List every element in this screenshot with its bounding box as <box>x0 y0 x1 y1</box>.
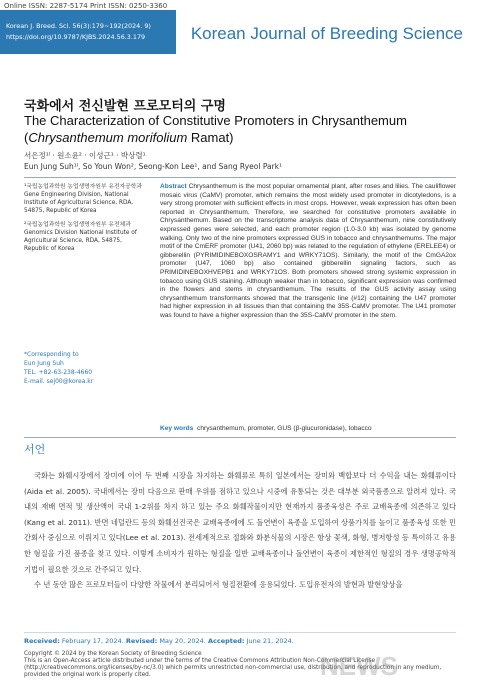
divider <box>24 177 456 178</box>
authors-english: Eun Jung Suh¹ˡ, So Youn Won², Seong-Kon Lee¹, and Sang Ryeol Park¹ <box>24 162 283 171</box>
revised-date: May 20, 2024. <box>159 637 206 645</box>
abstract-text: Chrysanthemum is the most popular ornamental plant, after roses and lilies. The cauliflower mosaic virus (CaMV) promoter, which remains the most widely used promoter in dicotyledons, is a very strong promoter with sufficient effects in most crops. However, weak expression has often been reported in Chrysanthemum. Therefore, we searched for constitutive promoters available in Chrysanthemum. Based on the transcriptome analysis data of Chrysanthemum, nine constitutively expressed genes were selected, and each promoter region (1.0-3.0 kb) was isolated by genome walking. Only two of the nine promoters expressed GUS in tobacco and chrysanthemums. The major motif of the CmERF promoter (U41, 2060 bp) was related to the regulation of ethylene (ERELEE4) or gibberellin (PYRIMIDINEBOXOSRAMY1 and WRKY71OS). Similarly, the motif of the CmGA2ox promoter (U47, 1060 bp) also contained gibberellin signaling factors, such as PRIMIDINEBOXHVEPB1 and WRKY71OS. Both promoters showed strong systemic expression in tobacco using GUS staining. Although weaker than in tobacco, significant expression was confirmed in the flowers and stems in chrysanthemum. The results of the GUS activity assay using chrysanthemum transformants showed that the transgenic line (#12) containing the U47 promoter had higher expression in all tissues than that containing the 35S-CaMV promoter. The U41 promoter was found to have a higher expression than the 35S-CaMV promoter in the stem. <box>160 183 456 319</box>
correspondence-tel: TEL. +82-63-238-4660 <box>24 369 93 376</box>
journal-name: Korean Journal of Breeding Science <box>190 24 463 43</box>
doi-link[interactable]: https://doi.org/10.9787/KJBS.2024.56.3.179 <box>6 33 146 41</box>
article-dates <box>24 637 294 645</box>
license-text: This is an Open-Access article distributed under the terms of the Creative Commons Attribution Non-Commercial License (http://creativecommons.org/licenses/by-nc/3.0) which permits unrestricted non-commercial use, distribution, and reproduction in any medium, provided the original work is properly cited. <box>24 658 442 678</box>
news-watermark <box>170 651 460 679</box>
affiliation-1-ko: ¹국립농업과학원 농업생명자원부 유전자공학과 <box>24 184 143 190</box>
correspondence-email[interactable]: E-mail. sej00@korea.kr <box>24 378 94 385</box>
intro-paragraph-2: 수 년 동안 많은 프로모터들이 다양한 작물에서 분리되어서 형질전환에 응용되었다. 도입유전자의 발현과 발현양상을 <box>34 580 403 590</box>
correspondence-label: *Corresponding to <box>24 351 79 358</box>
abstract-label: Abstract <box>160 183 187 190</box>
received-label: Received: <box>24 637 60 645</box>
keywords <box>160 425 456 432</box>
issn-line: Online ISSN: 2287-5174 Print ISSN: 0250-3360 <box>4 2 168 10</box>
accepted-date: June 21, 2024. <box>246 637 294 645</box>
correspondence-name: Eun Jung Suh <box>24 360 64 367</box>
affiliation-2 <box>24 221 146 253</box>
revised-label: Revised: <box>125 637 158 645</box>
keywords-label: Key words <box>160 425 194 432</box>
intro-paragraph-1: 국화는 화훼시장에서 장미에 이어 두 번째 시장을 차지하는 화훼류로 특히 일본에서는 장미와 백합보다 더 수익을 내는 화훼류이다(Aida et al. 2005). 국내에서는 장미 다음으로 판매 우위를 점하고 있으나 시중에 유통되는 것은 대부분 외국품종으로 알려져 있다. 국내의 재배 면적 및 생산액이 국내 1-2위를 차지 하고 있는 주요 화훼작물이지만 현재까지 품종육성은 주로 교배육종에 의존하고 있다(Kang et al. 2011). 반면 네덜란드 등의 화훼선진국은 교배육종에에 도 돌연변이 육종을 도입하여 상품가치를 높이고 품종육성 또한 민간회사 중심으로 이뤄지고 있다(Lee et al. 2013). 전세계적으로 절화와 화분식물의 시장은 항상 꽃색, 화형, 병저항성 등 특이하고 유용한 형질을 가진 품종을 찾고 있다. 이렇게 소비자가 원하는 형질을 일반 교배육종이나 돌연변이 육종이 제한적인 형질의 경우 생명공학적 기법이 필요한 것으로 간주되고 있다. <box>24 471 456 574</box>
section-heading-intro: 서언 <box>24 443 46 456</box>
title-english-main: The Characterization of Constitutive Promoters in Chrysanthemum ( <box>24 113 407 145</box>
citation-box <box>0 10 176 54</box>
keywords-text: chrysanthemum, promoter, GUS (β-glucuronidase), tobacco <box>197 425 372 432</box>
affiliation-2-ko: ²국립농업과학원 농업생명자원부 유전체과 <box>24 222 131 228</box>
abstract <box>160 183 456 321</box>
divider <box>24 437 456 438</box>
correspondence <box>24 350 146 386</box>
authors-korean: 서은정¹ˡ · 원소윤² · 이성근¹ · 박상렬¹ <box>24 151 146 160</box>
copyright-line: Copyright © 2024 by the Korean Society of Breeding Science <box>24 651 202 657</box>
title-korean: 국화에서 전신발현 프로모터의 구명 <box>24 99 226 114</box>
intro-body <box>24 468 456 593</box>
title-english <box>24 112 464 146</box>
affiliation-1 <box>24 183 146 215</box>
watermark-text: NEWS <box>320 651 398 679</box>
divider <box>24 632 456 633</box>
title-english-end: Ramat) <box>187 130 234 145</box>
title-english-species: Chrysanthemum morifolium <box>28 130 188 145</box>
citation: Korean J. Breed. Sci. 56(3):179~192(2024. 9) <box>6 22 151 30</box>
journal-header <box>0 0 477 60</box>
affiliation-2-en: Genomics Division National Institute of Agricultural Science, RDA, 54875, Republic of Korea <box>24 230 137 252</box>
affiliation-1-en: Gene Engineering Division, National Institute of Agricultural Science, RDA, 54875, Republic of Korea <box>24 192 134 214</box>
received-date: February 17, 2024. <box>61 637 124 645</box>
accepted-label: Accepted: <box>207 637 245 645</box>
